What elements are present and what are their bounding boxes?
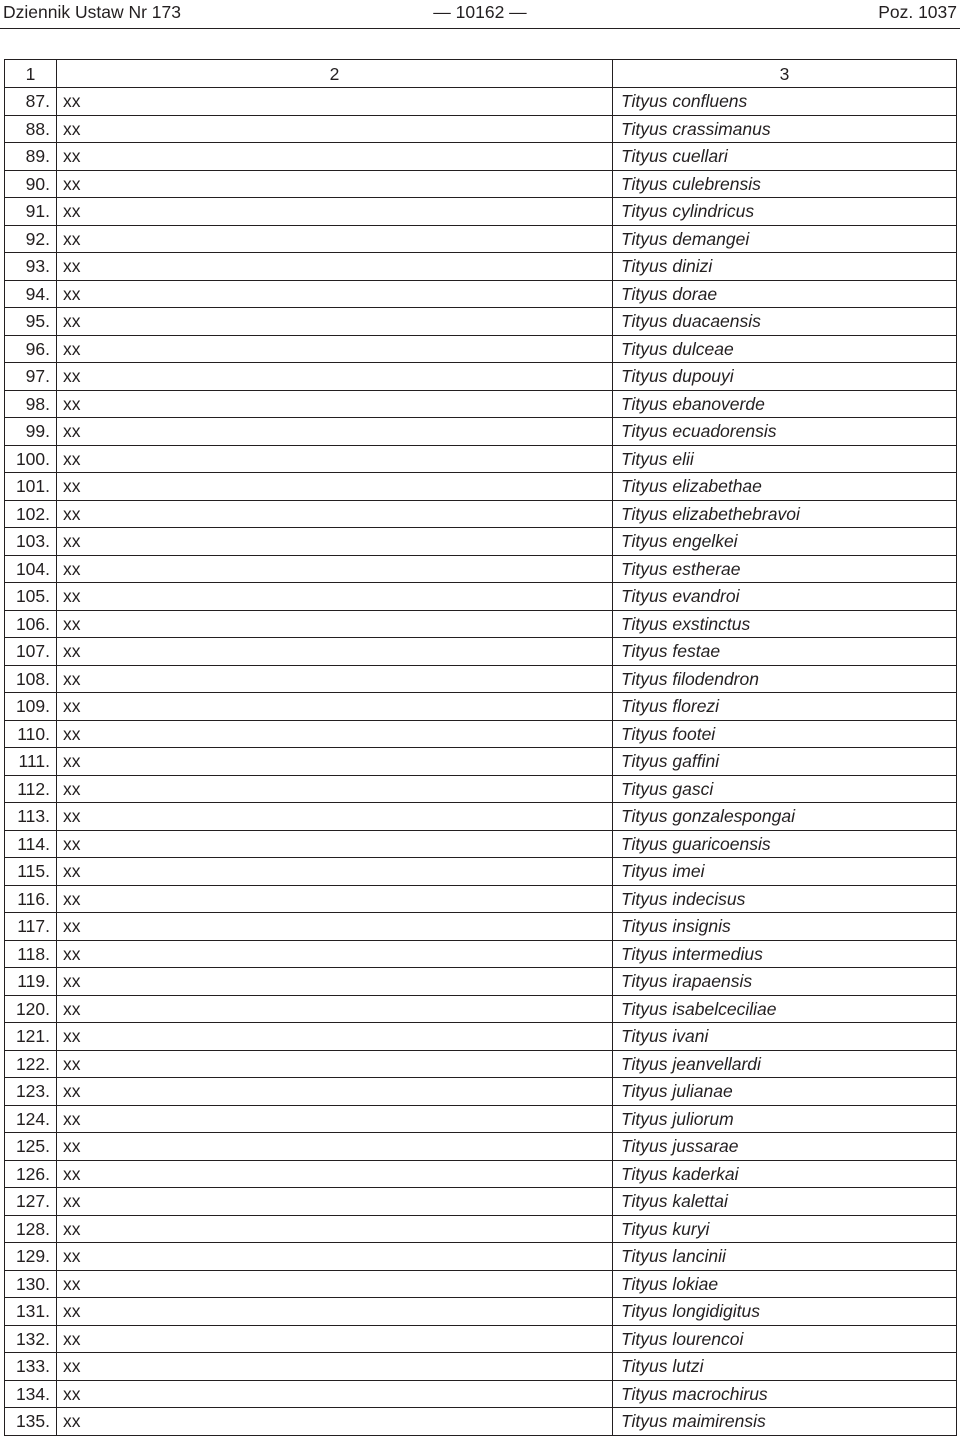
header-rule [0, 28, 960, 29]
table-row [5, 1050, 957, 1078]
table-row [5, 1023, 957, 1051]
table-row [5, 473, 957, 501]
row-code: xx [57, 170, 613, 198]
species-name: Tityus estherae [613, 555, 957, 583]
species-name: Tityus footei [613, 720, 957, 748]
species-name: Tityus confluens [613, 88, 957, 116]
table-row [5, 775, 957, 803]
table-row [5, 1325, 957, 1353]
row-number: 113. [5, 803, 57, 831]
species-name: Tityus demangei [613, 225, 957, 253]
row-number: 111. [5, 748, 57, 776]
row-number: 130. [5, 1270, 57, 1298]
table-row [5, 665, 957, 693]
row-code: xx [57, 1298, 613, 1326]
page-header [0, 0, 960, 26]
row-number: 126. [5, 1160, 57, 1188]
row-number: 88. [5, 115, 57, 143]
species-name: Tityus ebanoverde [613, 390, 957, 418]
species-name: Tityus exstinctus [613, 610, 957, 638]
table-row [5, 445, 957, 473]
species-name: Tityus indecisus [613, 885, 957, 913]
row-code: xx [57, 528, 613, 556]
species-name: Tityus intermedius [613, 940, 957, 968]
table-row [5, 1188, 957, 1216]
table-row [5, 1270, 957, 1298]
table-row [5, 308, 957, 336]
species-name: Tityus guaricoensis [613, 830, 957, 858]
species-name: Tityus macrochirus [613, 1380, 957, 1408]
row-code: xx [57, 913, 613, 941]
row-number: 131. [5, 1298, 57, 1326]
row-code: xx [57, 968, 613, 996]
row-number: 109. [5, 693, 57, 721]
row-number: 118. [5, 940, 57, 968]
row-code: xx [57, 665, 613, 693]
species-name: Tityus lancinii [613, 1243, 957, 1271]
row-code: xx [57, 308, 613, 336]
row-number: 99. [5, 418, 57, 446]
row-code: xx [57, 335, 613, 363]
table-row [5, 913, 957, 941]
row-code: xx [57, 1270, 613, 1298]
row-number: 128. [5, 1215, 57, 1243]
table-row [5, 1133, 957, 1161]
table-row [5, 225, 957, 253]
species-name: Tityus jussarae [613, 1133, 957, 1161]
table-row [5, 1160, 957, 1188]
row-number: 133. [5, 1353, 57, 1381]
row-number: 106. [5, 610, 57, 638]
row-number: 94. [5, 280, 57, 308]
table-row [5, 143, 957, 171]
species-name: Tityus elii [613, 445, 957, 473]
table-row [5, 418, 957, 446]
species-name: Tityus gonzalespongai [613, 803, 957, 831]
table-row [5, 885, 957, 913]
position-reference: Poz. 1037 [878, 2, 957, 22]
table-row [5, 940, 957, 968]
species-name: Tityus duacaensis [613, 308, 957, 336]
row-code: xx [57, 1325, 613, 1353]
species-name: Tityus crassimanus [613, 115, 957, 143]
species-name: Tityus gasci [613, 775, 957, 803]
species-name: Tityus longidigitus [613, 1298, 957, 1326]
row-code: xx [57, 555, 613, 583]
row-number: 96. [5, 335, 57, 363]
row-code: xx [57, 803, 613, 831]
species-name: Tityus julianae [613, 1078, 957, 1106]
row-code: xx [57, 940, 613, 968]
species-name: Tityus festae [613, 638, 957, 666]
row-code: xx [57, 1243, 613, 1271]
row-number: 98. [5, 390, 57, 418]
row-code: xx [57, 1050, 613, 1078]
row-code: xx [57, 610, 613, 638]
row-number: 135. [5, 1408, 57, 1436]
species-name: Tityus dorae [613, 280, 957, 308]
table-row [5, 390, 957, 418]
table-row [5, 170, 957, 198]
row-number: 90. [5, 170, 57, 198]
table-row [5, 858, 957, 886]
row-number: 104. [5, 555, 57, 583]
row-code: xx [57, 280, 613, 308]
table-row [5, 638, 957, 666]
row-code: xx [57, 1133, 613, 1161]
table-row [5, 115, 957, 143]
row-code: xx [57, 143, 613, 171]
row-number: 124. [5, 1105, 57, 1133]
row-number: 132. [5, 1325, 57, 1353]
row-code: xx [57, 1023, 613, 1051]
species-name: Tityus filodendron [613, 665, 957, 693]
species-name: Tityus dupouyi [613, 363, 957, 391]
row-number: 114. [5, 830, 57, 858]
row-number: 108. [5, 665, 57, 693]
table-row [5, 363, 957, 391]
species-name: Tityus ivani [613, 1023, 957, 1051]
row-code: xx [57, 1160, 613, 1188]
row-code: xx [57, 363, 613, 391]
table-row [5, 995, 957, 1023]
table-row [5, 198, 957, 226]
row-number: 134. [5, 1380, 57, 1408]
species-name: Tityus jeanvellardi [613, 1050, 957, 1078]
row-number: 112. [5, 775, 57, 803]
row-number: 122. [5, 1050, 57, 1078]
species-name: Tityus kalettai [613, 1188, 957, 1216]
row-code: xx [57, 720, 613, 748]
row-number: 102. [5, 500, 57, 528]
row-code: xx [57, 1380, 613, 1408]
table-row [5, 88, 957, 116]
species-name: Tityus insignis [613, 913, 957, 941]
table-row [5, 335, 957, 363]
row-number: 95. [5, 308, 57, 336]
table-row [5, 720, 957, 748]
table-row [5, 1353, 957, 1381]
species-name: Tityus lutzi [613, 1353, 957, 1381]
row-number: 121. [5, 1023, 57, 1051]
row-number: 101. [5, 473, 57, 501]
row-code: xx [57, 445, 613, 473]
row-number: 129. [5, 1243, 57, 1271]
row-number: 93. [5, 253, 57, 281]
table-row [5, 1380, 957, 1408]
publication-title: Dziennik Ustaw Nr 173 [3, 2, 181, 22]
row-number: 115. [5, 858, 57, 886]
table-row [5, 830, 957, 858]
table-row [5, 803, 957, 831]
row-number: 92. [5, 225, 57, 253]
species-name: Tityus gaffini [613, 748, 957, 776]
row-code: xx [57, 858, 613, 886]
table-row [5, 500, 957, 528]
row-code: xx [57, 198, 613, 226]
table-row [5, 748, 957, 776]
species-table-container [4, 59, 957, 1436]
row-code: xx [57, 500, 613, 528]
species-name: Tityus elizabethae [613, 473, 957, 501]
row-code: xx [57, 418, 613, 446]
row-number: 120. [5, 995, 57, 1023]
table-body [5, 60, 957, 1436]
row-number: 89. [5, 143, 57, 171]
species-name: Tityus imei [613, 858, 957, 886]
table-row [5, 610, 957, 638]
row-code: xx [57, 253, 613, 281]
column-header-3: 3 [613, 60, 957, 88]
row-code: xx [57, 1353, 613, 1381]
column-header-2: 2 [57, 60, 613, 88]
species-name: Tityus engelkei [613, 528, 957, 556]
column-header-1: 1 [5, 60, 57, 88]
table-row [5, 1078, 957, 1106]
table-row [5, 583, 957, 611]
row-number: 116. [5, 885, 57, 913]
table-row [5, 555, 957, 583]
row-code: xx [57, 1188, 613, 1216]
row-code: xx [57, 885, 613, 913]
row-number: 127. [5, 1188, 57, 1216]
row-code: xx [57, 390, 613, 418]
species-name: Tityus florezi [613, 693, 957, 721]
table-row [5, 280, 957, 308]
row-number: 91. [5, 198, 57, 226]
species-name: Tityus elizabethebravoi [613, 500, 957, 528]
species-name: Tityus kuryi [613, 1215, 957, 1243]
row-code: xx [57, 995, 613, 1023]
row-number: 103. [5, 528, 57, 556]
table-row [5, 528, 957, 556]
row-number: 107. [5, 638, 57, 666]
species-name: Tityus evandroi [613, 583, 957, 611]
table-row [5, 253, 957, 281]
row-number: 100. [5, 445, 57, 473]
table-row [5, 1215, 957, 1243]
row-code: xx [57, 1078, 613, 1106]
species-name: Tityus dinizi [613, 253, 957, 281]
table-row [5, 968, 957, 996]
table-row [5, 1105, 957, 1133]
row-number: 119. [5, 968, 57, 996]
row-code: xx [57, 748, 613, 776]
species-name: Tityus isabelceciliae [613, 995, 957, 1023]
table-row [5, 1243, 957, 1271]
species-name: Tityus kaderkai [613, 1160, 957, 1188]
row-number: 123. [5, 1078, 57, 1106]
row-number: 105. [5, 583, 57, 611]
table-row [5, 1408, 957, 1436]
table-header-row [5, 60, 957, 88]
row-number: 125. [5, 1133, 57, 1161]
table-row [5, 1298, 957, 1326]
row-code: xx [57, 115, 613, 143]
species-table [4, 59, 957, 1436]
row-code: xx [57, 775, 613, 803]
row-number: 110. [5, 720, 57, 748]
row-code: xx [57, 225, 613, 253]
table-row [5, 693, 957, 721]
row-code: xx [57, 830, 613, 858]
species-name: Tityus maimirensis [613, 1408, 957, 1436]
page-number: — 10162 — [433, 2, 527, 22]
row-code: xx [57, 1215, 613, 1243]
species-name: Tityus ecuadorensis [613, 418, 957, 446]
row-code: xx [57, 88, 613, 116]
species-name: Tityus juliorum [613, 1105, 957, 1133]
row-number: 117. [5, 913, 57, 941]
species-name: Tityus dulceae [613, 335, 957, 363]
species-name: Tityus cylindricus [613, 198, 957, 226]
row-number: 87. [5, 88, 57, 116]
species-name: Tityus lourencoi [613, 1325, 957, 1353]
species-name: Tityus culebrensis [613, 170, 957, 198]
row-number: 97. [5, 363, 57, 391]
row-code: xx [57, 693, 613, 721]
row-code: xx [57, 1105, 613, 1133]
species-name: Tityus cuellari [613, 143, 957, 171]
species-name: Tityus lokiae [613, 1270, 957, 1298]
row-code: xx [57, 583, 613, 611]
row-code: xx [57, 1408, 613, 1436]
species-name: Tityus irapaensis [613, 968, 957, 996]
row-code: xx [57, 473, 613, 501]
row-code: xx [57, 638, 613, 666]
